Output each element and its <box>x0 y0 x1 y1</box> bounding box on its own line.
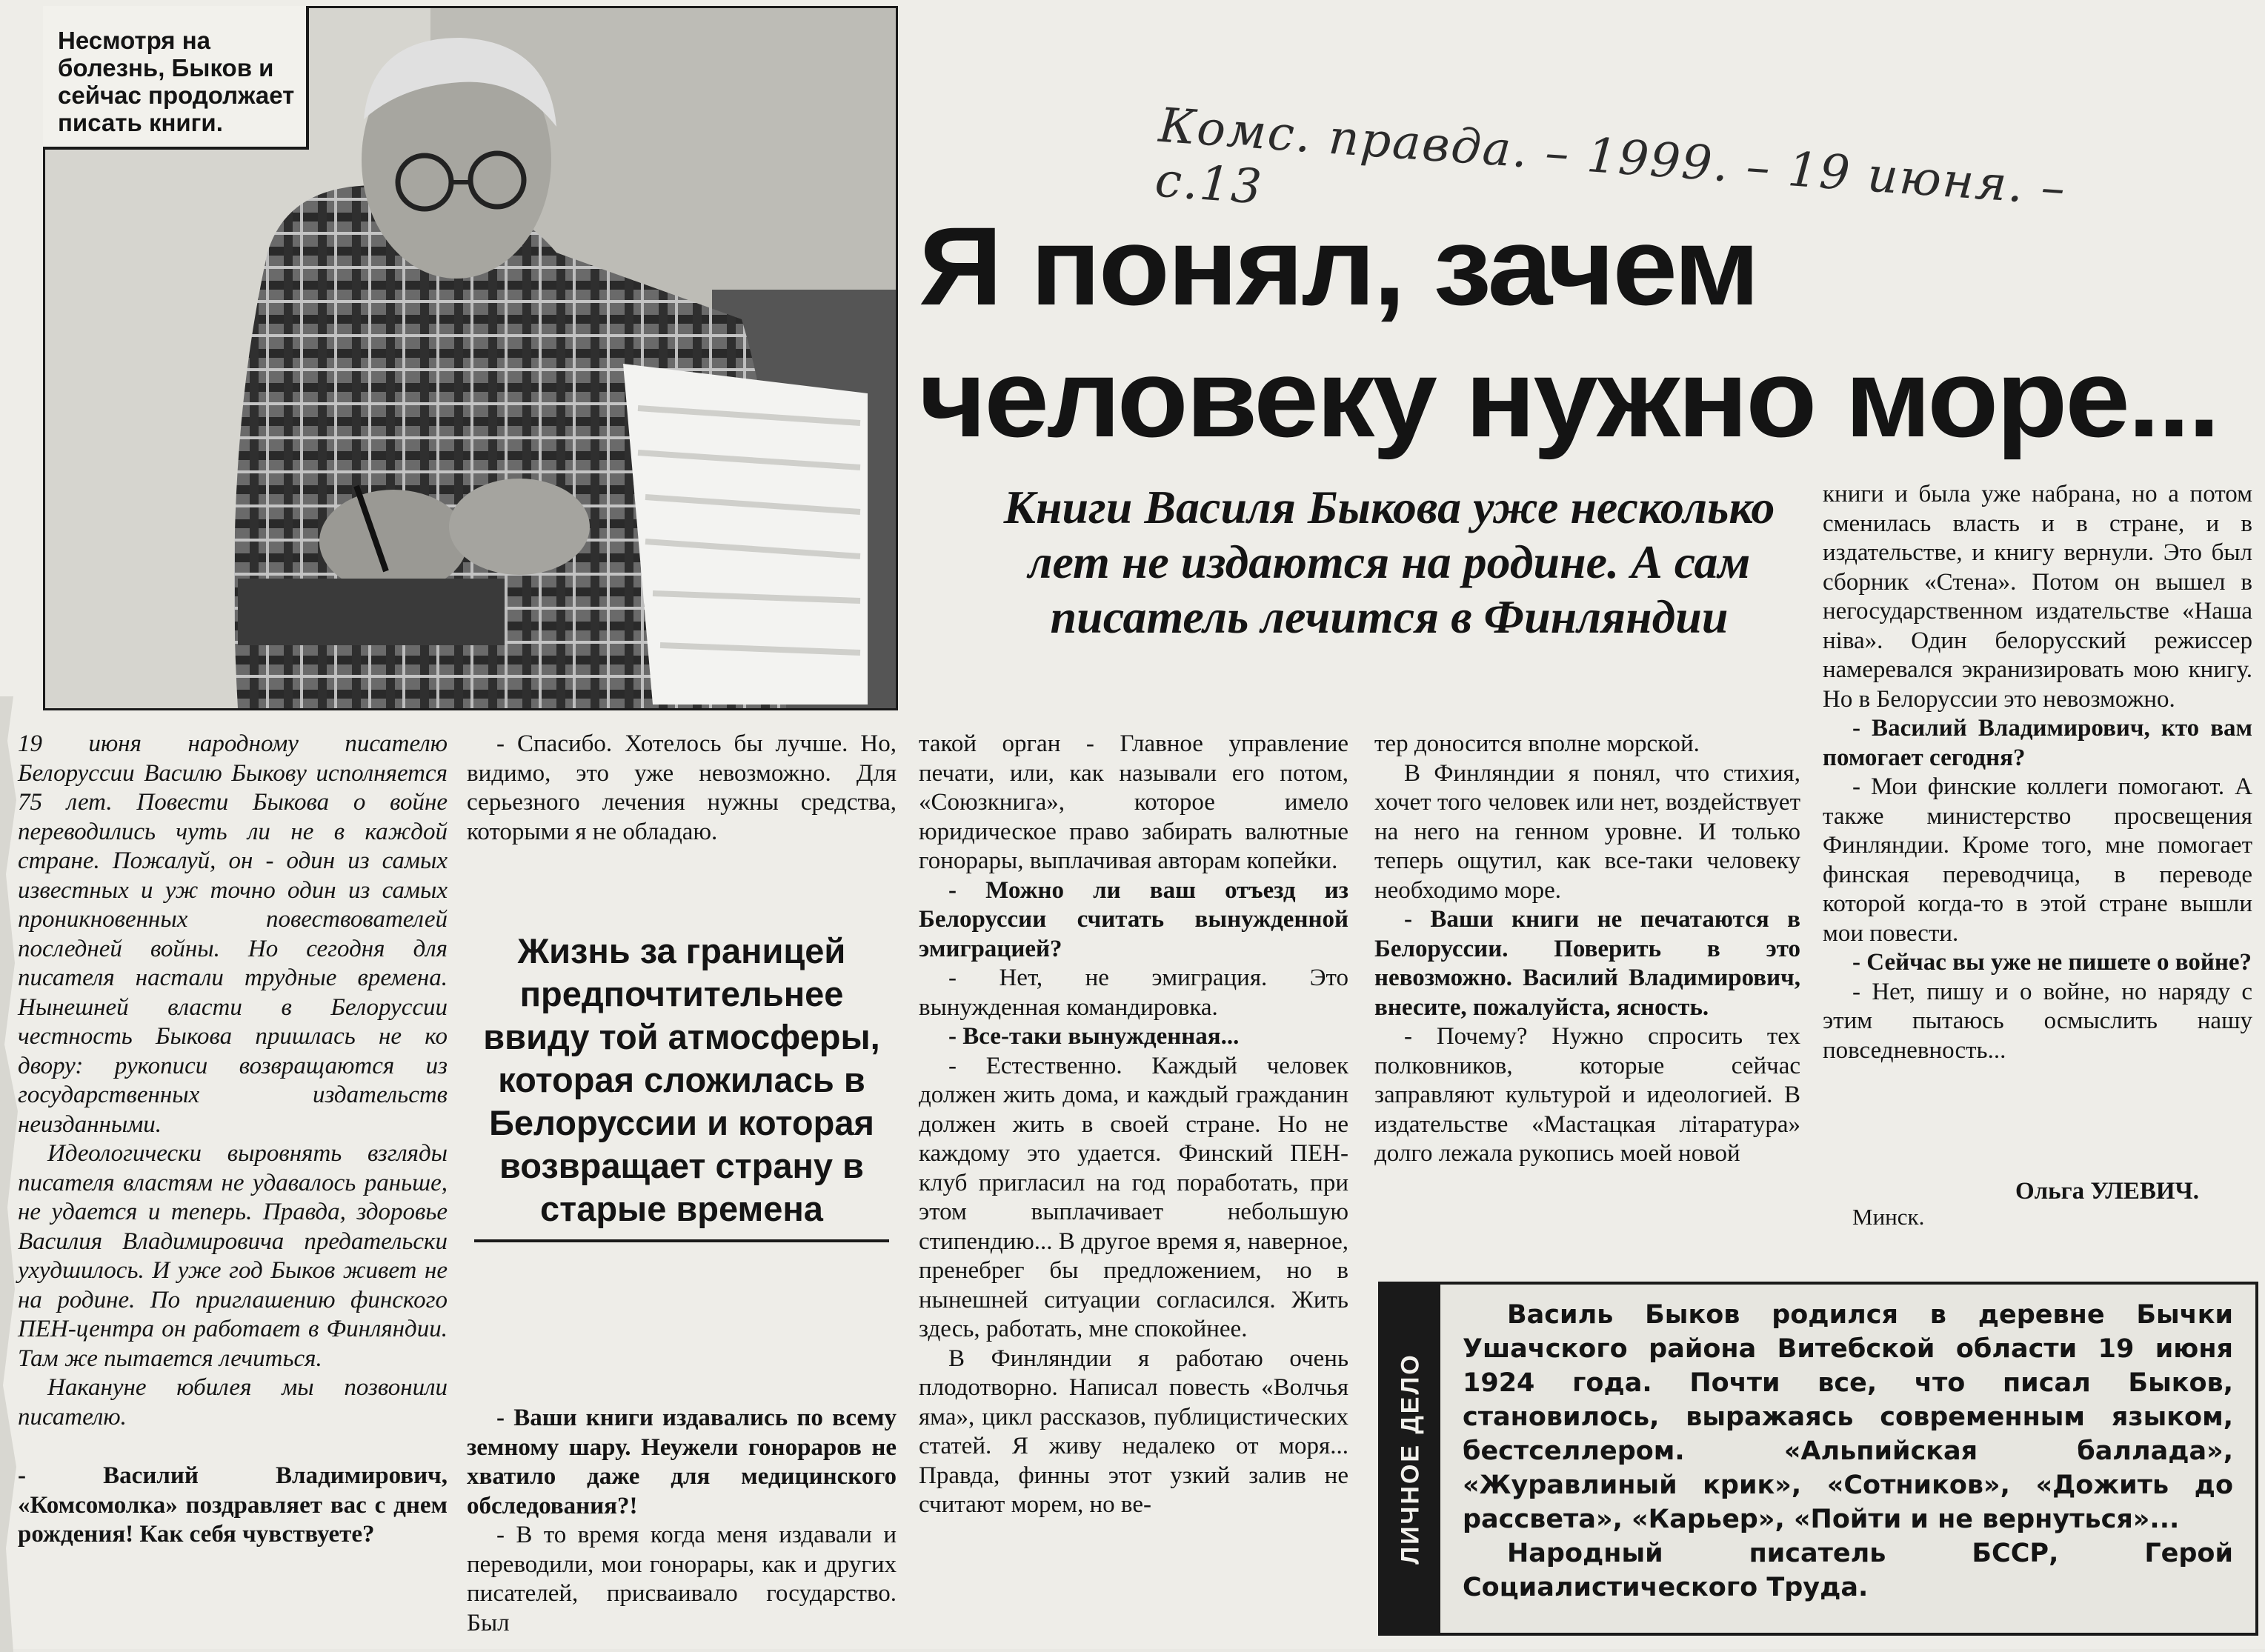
answer-1: - Спасибо. Хотелось бы лучше. Но, видимо, это уже невозможно. Для серьезного лечения нужны средства, которыми я не обладаю. <box>467 730 897 845</box>
bio-tab-label: ЛИЧНОЕ ДЕЛО <box>1396 1353 1425 1565</box>
lead-paragraph-1: 19 июня народному писателю Белоруссии Василю Быкову исполняется 75 лет. Повести Быкова о войне переводились чуть ли не в каждой стране. Пожалуй, он - один из самых известных и уж точно один из самых проникновенных повествователей последней войны. Но сегодня для писателя настали трудные времена. Нынешней власти в Белоруссии честность Быкова пришлась не ко двору: рукописи возвращаются из государственных издательств неизданными. <box>18 730 448 1138</box>
interview-column-4 <box>1374 730 1800 1169</box>
answer-3: - Нет, не эмиграция. Это вынужденная командировка. <box>919 965 1348 1021</box>
headline-line-2: человеку нужно море... <box>919 336 2218 460</box>
interview-column-2-bottom <box>467 1404 897 1638</box>
question-1: - Василий Владимирович, «Комсомолка» поздравляет вас с днем рождения! Как себя чувствуете? <box>18 1462 448 1548</box>
answer-2: - В то время когда меня издавали и переводили, мои гонорары, как и других писателей, присваивало государство. Был <box>467 1522 897 1636</box>
torn-edge <box>0 696 44 1652</box>
question-7: - Сейчас вы уже не пишете о войне? <box>1852 949 2252 976</box>
question-4: - Все-таки вынужденная... <box>948 1023 1240 1050</box>
answer-7: - Почему? Нужно спросить тех полковников, которые сейчас заправляют культурой и идеологией. В издательстве «Мастацкая літаратура» долго лежала рукопись моей новой <box>1374 1023 1800 1167</box>
answer-6: В Финляндии я понял, что стихия, хочет того человек или нет, воздействует на него на генном уровне. И только теперь ощутил, как все-таки человеку необходимо море. <box>1374 759 1800 904</box>
lead-paragraph-3: Накануне юбилея мы позвонили писателю. <box>18 1374 448 1430</box>
interview-column-3 <box>919 730 1348 1520</box>
bio-paragraph-1: Василь Быков родился в деревне Бычки Ушачского района Витебской области 19 июня 1924 года. Почти все, что писал Быков, становилось, выражаясь современным языком, бестселлером. «Альпийская баллада», «Журавлиный крик», «Сотников», «Дожить до рассвета», «Карьер», «Пойти и не вернуться»... <box>1463 1300 2233 1534</box>
author-signature: Ольга УЛЕВИЧ. <box>2015 1178 2199 1205</box>
answer-7-continued: книги и была уже набрана, но а потом сменилась власть и в стране, и в издательстве, и книгу вернули. Это был сборник «Стена». Потом он вышел в негосударственном издательстве «Наша ніва». Один белорусский режиссер намеревался экранизировать мою книгу. Но в Белоруссии это невозможно. <box>1823 481 2252 713</box>
answer-8: - Мои финские коллеги помогают. А также министерство просвещения Финляндии. Кроме того, мне помогает финская переводчица, в переводе которой когда-то в этой стране вышли мои повести. <box>1823 773 2252 947</box>
bio-tab <box>1381 1285 1440 1633</box>
headline-line-1: Я понял, зачем <box>919 204 1758 328</box>
photo-caption: Несмотря на болезнь, Быков и сейчас продолжает писать книги. <box>43 6 309 150</box>
bio-paragraph-2: Народный писатель БССР, Герой Социалистического Труда. <box>1463 1539 2233 1602</box>
answer-5: В Финляндии я работаю очень плодотворно. Написал повесть «Волчья яма», цикл рассказов, публицистических статей. Я живу недалеко от моря... Правда, финны этот узкий залив не считают морем, но ве- <box>919 1345 1348 1518</box>
interview-column-2 <box>467 730 897 847</box>
dateline-city: Минск. <box>1852 1204 1925 1230</box>
handwritten-citation: Комс. правда. – 1999. – 19 июня. – с.13 <box>1153 98 2069 217</box>
answer-4: - Естественно. Каждый человек должен жить дома, и каждый гражданин должен жить в своей стране. Но не каждому это удается. Финский ПЕН-клуб пригласил на год поработать, при этом выплачивает небольшую стипендию... В другое время я, наверное, пренебрег бы предложением, но в нынешней ситуации согласился. Жить здесь, работать, мне спокойнее. <box>919 1052 1348 1342</box>
answer-5-continued: тер доносится вполне морской. <box>1374 730 1700 757</box>
lead-paragraph-2: Идеологически выровнять взгляды писателя властям не удавалось раньше, не удается и теперь. Правда, здоровье Василия Владимировича предательски ухудшилось. И уже год Быков живет не на родине. По приглашению финского ПЕН-центра он работает в Финляндии. Там же пытается лечиться. <box>18 1140 448 1372</box>
answer-2-continued: такой орган - Главное управление печати, или, как называли его потом, «Союзкнига», которое имело юридическое право забирать валютные гонорары, выплачивая авторам копейки. <box>919 730 1348 874</box>
question-2: - Ваши книги издавались по всему земному шару. Неужели гонораров не хватило даже для медицинского обследования?! <box>467 1405 897 1519</box>
headline <box>919 200 2265 464</box>
interview-column-5 <box>1823 480 2252 1065</box>
lead-column <box>18 730 448 1550</box>
pull-quote: Жизнь за границей предпочтительнее ввиду той атмосферы, которая сложилась в Белоруссии и которая возвращает страну в старые времена <box>474 930 889 1242</box>
subheadline: Книги Василя Быкова уже несколько лет не издаются на родине. А сам писатель лечится в Финляндии <box>1003 481 1775 643</box>
question-3: - Можно ли ваш отъезд из Белоруссии считать вынужденной эмиграцией? <box>919 876 1348 962</box>
bio-box <box>1378 1282 2258 1636</box>
bio-text <box>1463 1298 2233 1605</box>
question-5: - Ваши книги не печатаются в Белоруссии. Поверить в это невозможно. Василий Владимирович, внесите, пожалуйста, ясность. <box>1374 906 1800 1021</box>
question-6: - Василий Владимирович, кто вам помогает сегодня? <box>1823 715 2252 771</box>
answer-9: - Нет, пишу и о войне, но наряду с этим пытаюсь осмыслить нашу повседневность... <box>1823 978 2252 1064</box>
